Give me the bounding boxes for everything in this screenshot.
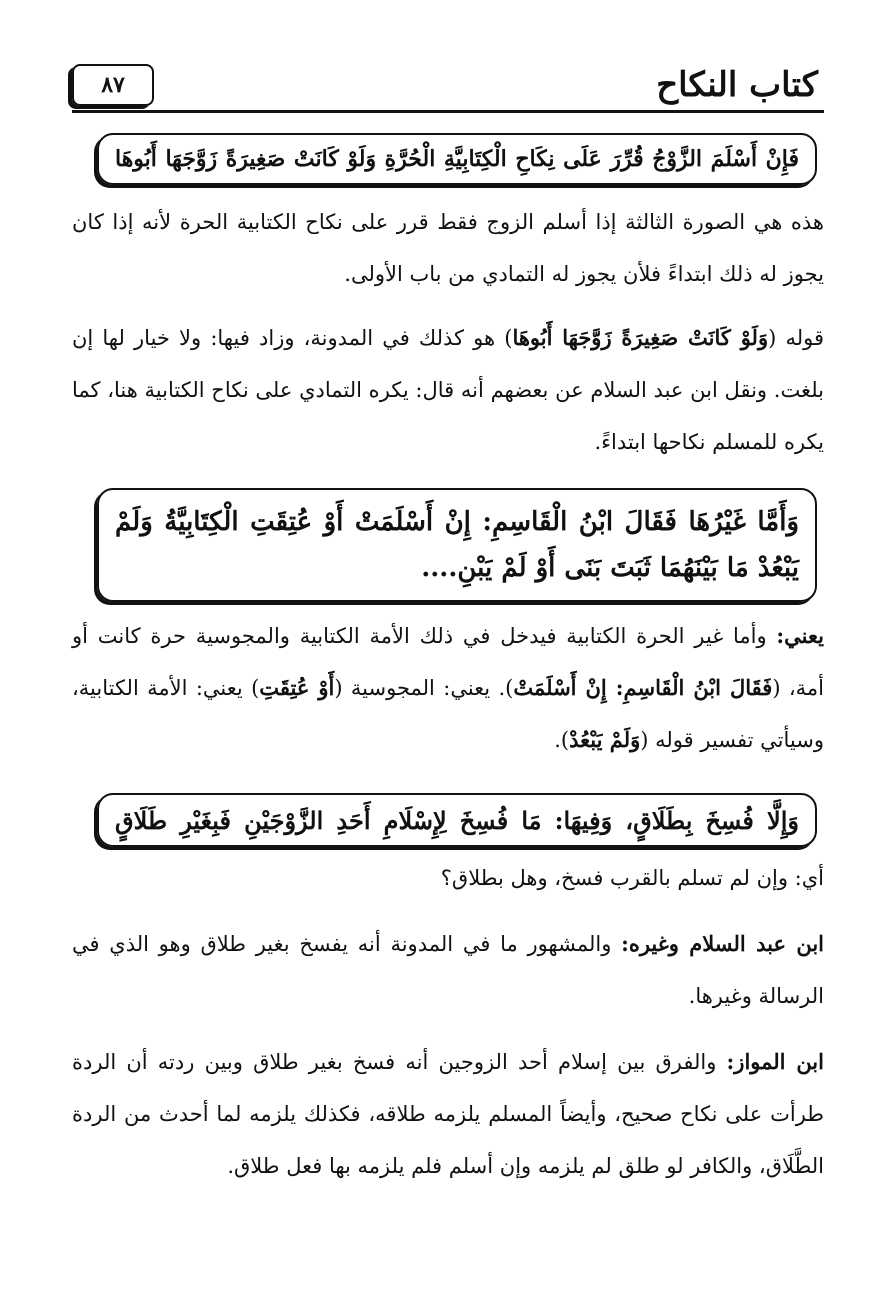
commentary-label: ابن المواز: (726, 1049, 824, 1074)
matn-quote: وَلَمْ يَبْعُدْ (569, 727, 641, 752)
matn-box-3: وَإِلَّا فُسِخَ بِطَلَاقٍ، وَفِيهَا: مَا فُسِخَ لِإِسْلَامِ أَحَدِ الزَّوْجَيْنِ فَبِغَيْرِ طَلَاقٍ (97, 793, 817, 847)
page-number: ٨٧ (72, 64, 154, 106)
commentary-paragraph-5 (72, 918, 824, 1022)
commentary-label: يعني: (776, 623, 824, 648)
commentary-paragraph-2 (72, 312, 824, 468)
commentary-paragraph-4 (72, 852, 824, 904)
commentary-text: ). يعني: المجوسية ( (334, 676, 514, 700)
matn-box-1: فَإِنْ أَسْلَمَ الزَّوْجُ قُرِّرَ عَلَى نِكَاحِ الْكِتَابِيَّةِ الْحُرَّةِ وَلَوْ كَانَتْ صَغِيرَةً زَوَّجَهَا أَبُوهَا (97, 133, 817, 185)
commentary-paragraph-1 (72, 196, 824, 300)
commentary-text: قوله ( (768, 326, 825, 350)
header-rule (72, 110, 824, 113)
commentary-text: ). (554, 728, 570, 752)
matn-quote: أَوْ عُتِقَتِ (259, 675, 335, 700)
commentary-text: والفرق بين إسلام أحد الزوجين أنه فسخ بغير طلاق وبين ردته أن الردة طرأت على نكاح صحيح، وأيضاً المسلم يلزمه طلاقه، فكذلك يلزمه لما أحدث من الردة الطَّلَاق، والكافر لو طلق لم يلزمه وإن أسلم فلم يلزمه بها فعل طلاق. (72, 1050, 824, 1178)
commentary-text: وأما غير الحرة الكتابية فيدخل في ذلك الأمة الكتابية والمجوسية حرة كانت أو أمة، ( (72, 624, 824, 700)
commentary-text: ) يعني: الأمة الكتابية، وسيأتي تفسير قوله ( (72, 676, 824, 752)
commentary-paragraph-6 (72, 1036, 824, 1192)
commentary-paragraph-3 (72, 610, 824, 766)
matn-quote: وَلَوْ كَانَتْ صَغِيرَةً زَوَّجَهَا أَبُوهَا (512, 325, 769, 350)
commentary-text: هذه هي الصورة الثالثة إذا أسلم الزوج فقط قرر على نكاح الكتابية الحرة لأنه إذا كان يجوز له ذلك ابتداءً فلأن يجوز له التمادي من باب الأولى. (72, 210, 824, 286)
commentary-text: والمشهور ما في المدونة أنه يفسخ بغير طلاق وهو الذي في الرسالة وغيرها. (72, 932, 824, 1008)
commentary-label: ابن عبد السلام وغيره: (621, 931, 824, 956)
matn-quote: فَقَالَ ابْنُ الْقَاسِمِ: إِنْ أَسْلَمَتْ (513, 675, 773, 700)
commentary-text: أي: وإن لم تسلم بالقرب فسخ، وهل بطلاق؟ (440, 866, 824, 890)
book-title: كتاب النكاح (656, 65, 818, 105)
commentary-text: ) هو كذلك في المدونة، وزاد فيها: ولا خيار لها إن بلغت. ونقل ابن عبد السلام عن بعضهم أنه قال: يكره التمادي على نكاح الكتابية هنا، كما يكره للمسلم نكاحها ابتداءً. (72, 326, 824, 454)
matn-box-2: وَأَمَّا غَيْرُهَا فَقَالَ ابْنُ الْقَاسِمِ: إِنْ أَسْلَمَتْ أَوْ عُتِقَتِ الْكِتَابِيَّةُ وَلَمْ يَبْعُدْ مَا بَيْنَهُمَا ثَبَتَ بَنَى أَوْ لَمْ يَبْنِ.... (97, 488, 817, 602)
page-header (72, 60, 822, 110)
